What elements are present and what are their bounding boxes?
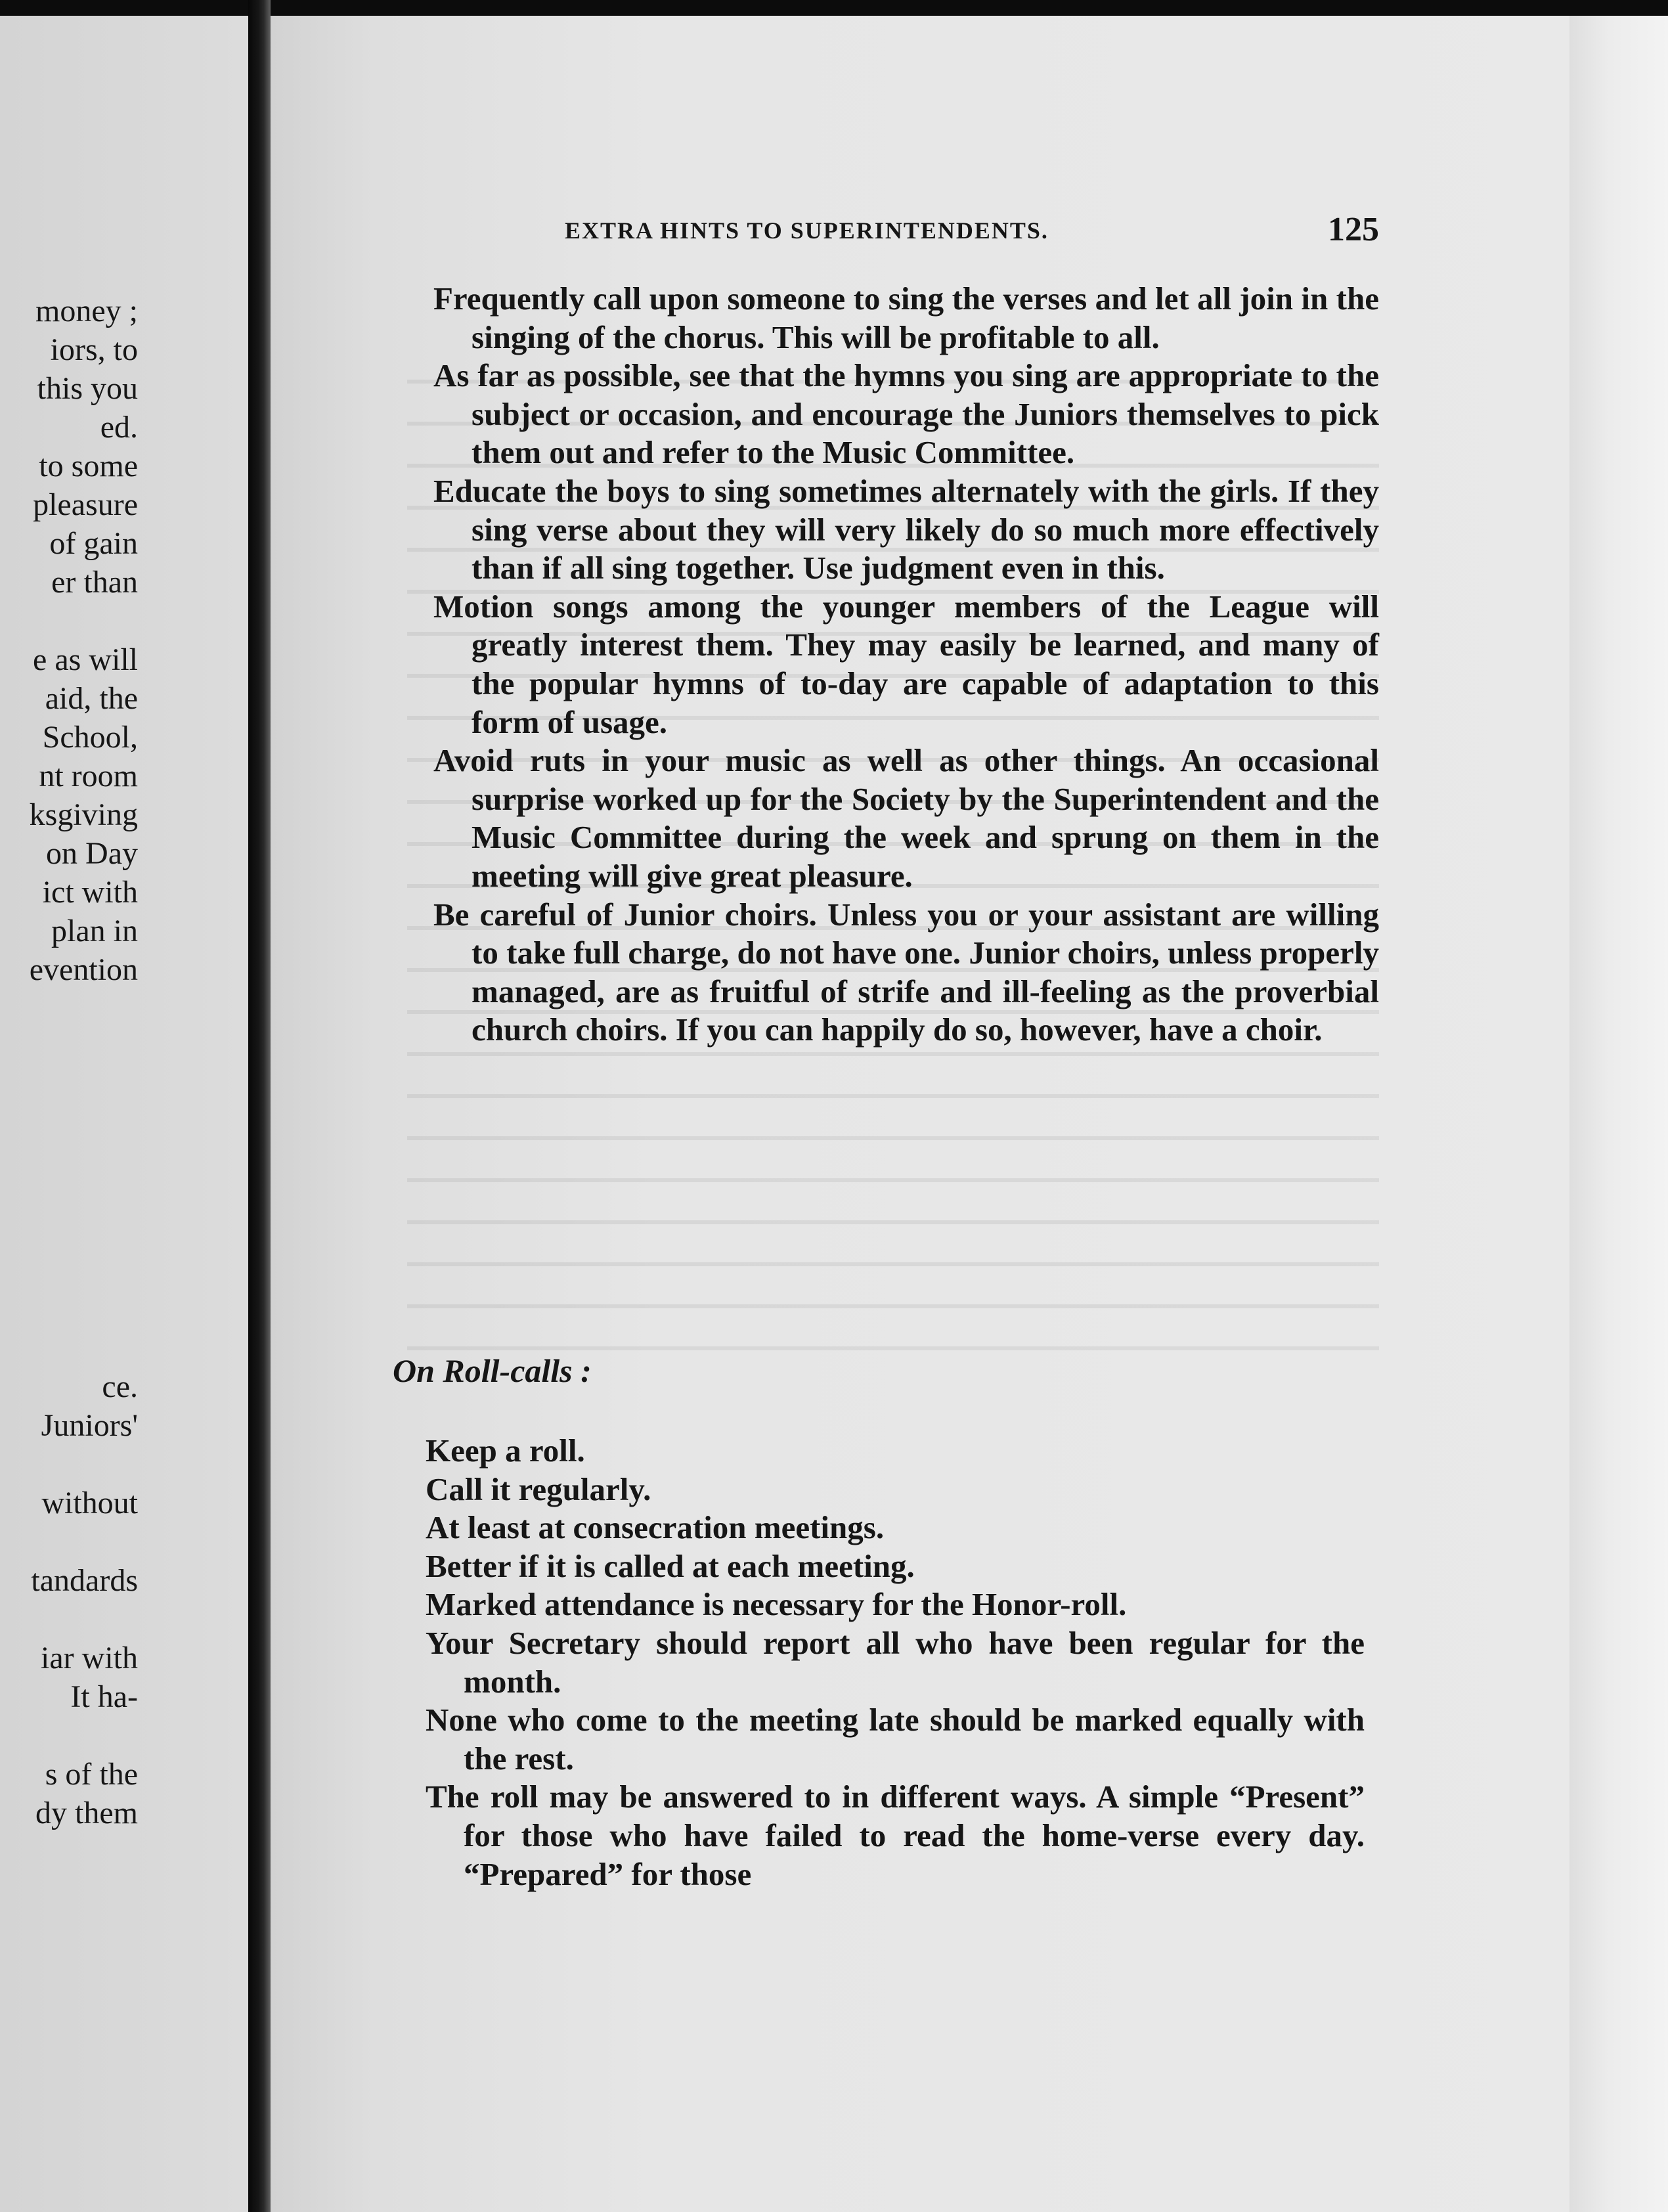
- fragment-line: on Day: [46, 836, 138, 871]
- fragment-line: of gain: [49, 526, 138, 561]
- book-gutter: [248, 0, 271, 2212]
- fragment-line: to some: [39, 449, 138, 483]
- left-page: [0, 16, 248, 2212]
- fragment-line: iors, to: [50, 332, 138, 367]
- fragment-line: ksgiving: [29, 797, 138, 832]
- list-item: Marked attendance is necessary for the Honor-roll.: [426, 1586, 1127, 1623]
- fragment-line: money ;: [35, 294, 138, 328]
- paragraph: As far as possible, see that the hymns you sing are appropriate to the subject or occasion, and encourage the Juniors themselves to pick them out and refer to the Music Committee.: [433, 357, 1379, 471]
- page-header: [565, 210, 1379, 263]
- fragment-line: this you: [37, 371, 138, 406]
- left-page-fragments-top: [30, 292, 138, 989]
- paragraph: Be careful of Junior choirs. Unless you or your assistant are willing to take full charge, do not have one. Junior choirs, unless properly managed, are as fruitful of strife and ill-feeling as the proverbial church choirs. If you can happily do so, however, have a choir.: [433, 896, 1379, 1048]
- fragment-line: evention: [29, 952, 138, 987]
- list-item: Better if it is called at each meeting.: [426, 1547, 915, 1584]
- list-item: Keep a roll.: [426, 1432, 585, 1469]
- paragraph: Educate the boys to sing sometimes alternately with the girls. If they sing verse about they will very likely do so much more effectively than if all sing together. Use judgment even in this.: [433, 472, 1379, 586]
- fragment-line: [31, 1600, 138, 1639]
- fragment-line: er than: [51, 565, 138, 600]
- list-item: The roll may be answered to in different ways. A simple “Present” for those who have failed to read the home-verse every day. “Prepared” for those: [426, 1779, 1365, 1892]
- list-item: None who come to the meeting late should be marked equally with the rest.: [426, 1702, 1365, 1777]
- fragment-line: ed.: [100, 410, 138, 445]
- fragment-line: plan in: [51, 914, 138, 948]
- fragment-line: School,: [42, 720, 138, 755]
- fragment-line: [31, 1445, 138, 1484]
- paragraph: Frequently call upon someone to sing the verses and let all join in the singing of the chorus. This will be profitable to all.: [433, 280, 1379, 355]
- page-number: 125: [1328, 211, 1379, 248]
- fragment-line: ict with: [42, 875, 138, 910]
- fragment-line: [31, 1522, 138, 1561]
- paragraph: Motion songs among the younger members of the League will greatly interest them. They may easily be learned, and many of the popular hymns of to-day are capable of adaptation to this form of usage.: [433, 588, 1379, 740]
- fragment-line: [30, 602, 138, 640]
- list-item: Call it regularly.: [426, 1471, 651, 1507]
- fragment-line: pleasure: [33, 487, 138, 522]
- fragment-line: e as will: [33, 642, 138, 677]
- left-page-fragments-bottom: [31, 1367, 138, 1832]
- fragment-line: ce.: [102, 1369, 138, 1404]
- fragment-line: [31, 1716, 138, 1755]
- fragment-line: dy them: [35, 1796, 138, 1830]
- list-item: At least at consecration meetings.: [426, 1509, 885, 1546]
- fragment-line: iar with: [41, 1641, 138, 1675]
- fragment-line: Juniors': [41, 1408, 138, 1443]
- scan-right-margin: [1569, 16, 1668, 2212]
- fragment-line: without: [41, 1486, 138, 1520]
- list-item: Your Secretary should report all who have been regular for the month.: [426, 1624, 1365, 1700]
- fragment-line: s of the: [45, 1757, 138, 1792]
- roll-calls-section: [426, 1432, 1365, 1893]
- fragment-line: nt room: [39, 759, 138, 793]
- fragment-line: It ha-: [70, 1679, 138, 1714]
- fragment-line: tandards: [31, 1563, 138, 1598]
- music-hints-section: [433, 280, 1379, 1050]
- paragraph: Avoid ruts in your music as well as other things. An occasional surprise worked up for the Society by the Superintendent and the Music Committee during the week and sprung on them in the meeting will give great pleasure.: [433, 742, 1379, 894]
- fragment-line: aid, the: [45, 681, 138, 716]
- running-head: EXTRA HINTS TO SUPERINTENDENTS.: [565, 217, 1049, 244]
- section-heading-roll-calls: On Roll-calls :: [393, 1352, 592, 1389]
